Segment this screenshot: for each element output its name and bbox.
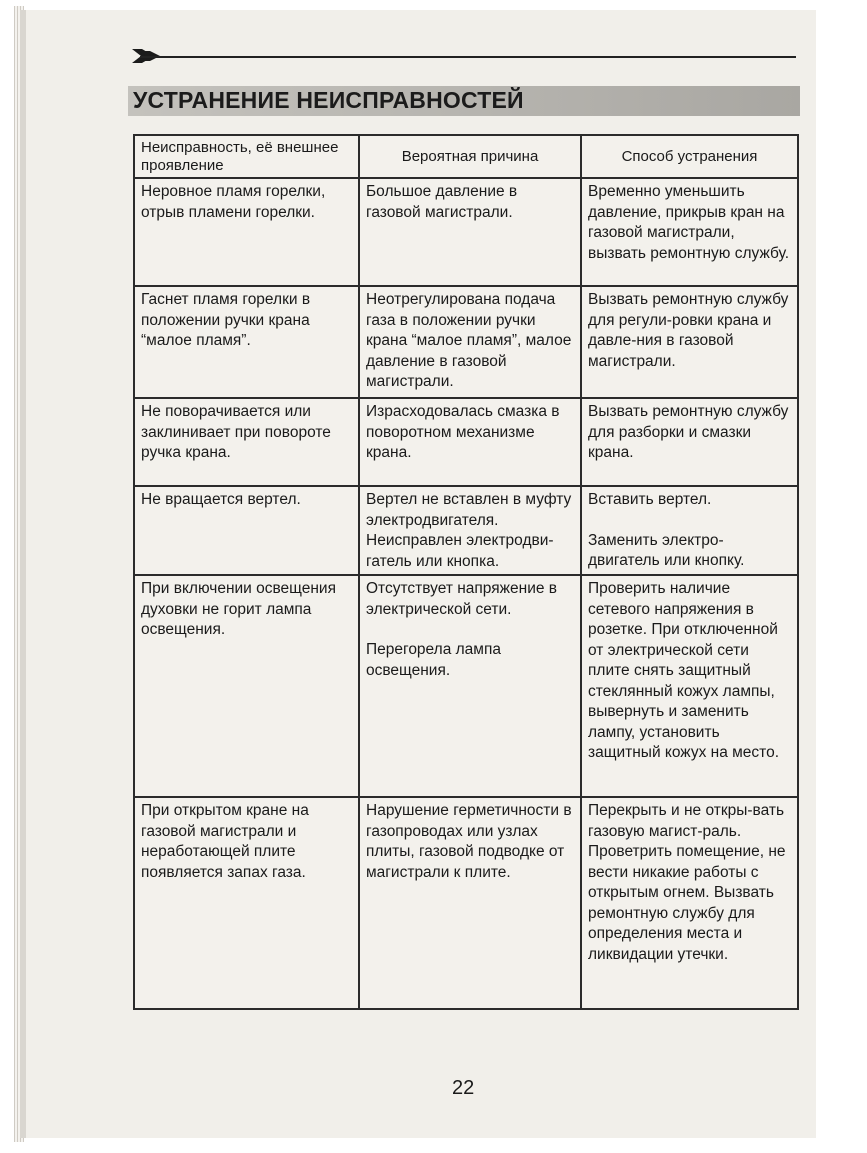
troubleshooting-table (133, 134, 799, 1010)
remedy-cell: Проверить наличие сетевого напряжения в розетке. При отключенной от электрической сети плите снять защитный стеклянный кожух лампы, вывернуть и заменить лампу, установить защитный кожух на место. (581, 575, 798, 797)
table-header-row (134, 135, 798, 178)
cause-cell: Большое давление в газовой магистрали. (359, 178, 581, 286)
remedy-cell: Временно уменьшить давление, прикрыв кран на газовой магистрали, вызвать ремонтную службу. (581, 178, 798, 286)
header-cause: Вероятная причина (359, 135, 581, 178)
fault-cell: Гаснет пламя горелки в положении ручки крана “малое пламя”. (134, 286, 359, 398)
header-fault: Неисправность, её внешнее проявление (134, 135, 359, 178)
fault-cell: При включении освещения духовки не горит лампа освещения. (134, 575, 359, 797)
cause-cell: Вертел не вставлен в муфту электродвигателя. Неисправлен электродви-гатель или кнопка. (359, 486, 581, 575)
table-row (134, 286, 798, 398)
section-title: УСТРАНЕНИЕ НЕИСПРАВНОСТЕЙ (133, 87, 524, 113)
remedy-cell: Вызвать ремонтную службу для регули-ровки крана и давле-ния в газовой магистрали. (581, 286, 798, 398)
fault-cell: Не поворачивается или заклинивает при повороте ручка крана. (134, 398, 359, 486)
page-number: 22 (452, 1077, 475, 1099)
cause-text-2: Перегорела лампа освещения. (366, 641, 501, 679)
cause-cell: Нарушение герметичности в газопроводах или узлах плиты, газовой подводке от магистрали к плите. (359, 797, 581, 1009)
cause-text: Отсутствует напряжение в электрической сети. (366, 580, 558, 618)
remedy-cell (581, 486, 798, 575)
remedy-cell: Перекрыть и не откры-вать газовую магист-раль. Проветрить помещение, не вести никакие работы с открытым огнем. Вызвать ремонтную службу для определения места и ликвидации утечки. (581, 797, 798, 1009)
table-row (134, 486, 798, 575)
remedy-cell: Вызвать ремонтную службу для разборки и смазки крана. (581, 398, 798, 486)
remedy-text-2: Заменить электро-двигатель или кнопку. (588, 531, 745, 569)
table-row (134, 398, 798, 486)
fault-cell: Неровное пламя горелки, отрыв пламени горелки. (134, 178, 359, 286)
cause-cell (359, 575, 581, 797)
remedy-text: Вставить вертел. (588, 491, 712, 508)
fault-cell: Не вращается вертел. (134, 486, 359, 575)
header-rule (140, 56, 796, 58)
cause-cell: Неотрегулирована подача газа в положении ручки крана “малое пламя”, малое давление в газовой магистрали. (359, 286, 581, 398)
table-row (134, 178, 798, 286)
table-row (134, 797, 798, 1009)
table-row (134, 575, 798, 797)
cause-cell: Израсходовалась смазка в поворотном механизме крана. (359, 398, 581, 486)
fault-cell: При открытом кране на газовой магистрали и неработающей плите появляется запах газа. (134, 797, 359, 1009)
header-remedy: Способ устранения (581, 135, 798, 178)
